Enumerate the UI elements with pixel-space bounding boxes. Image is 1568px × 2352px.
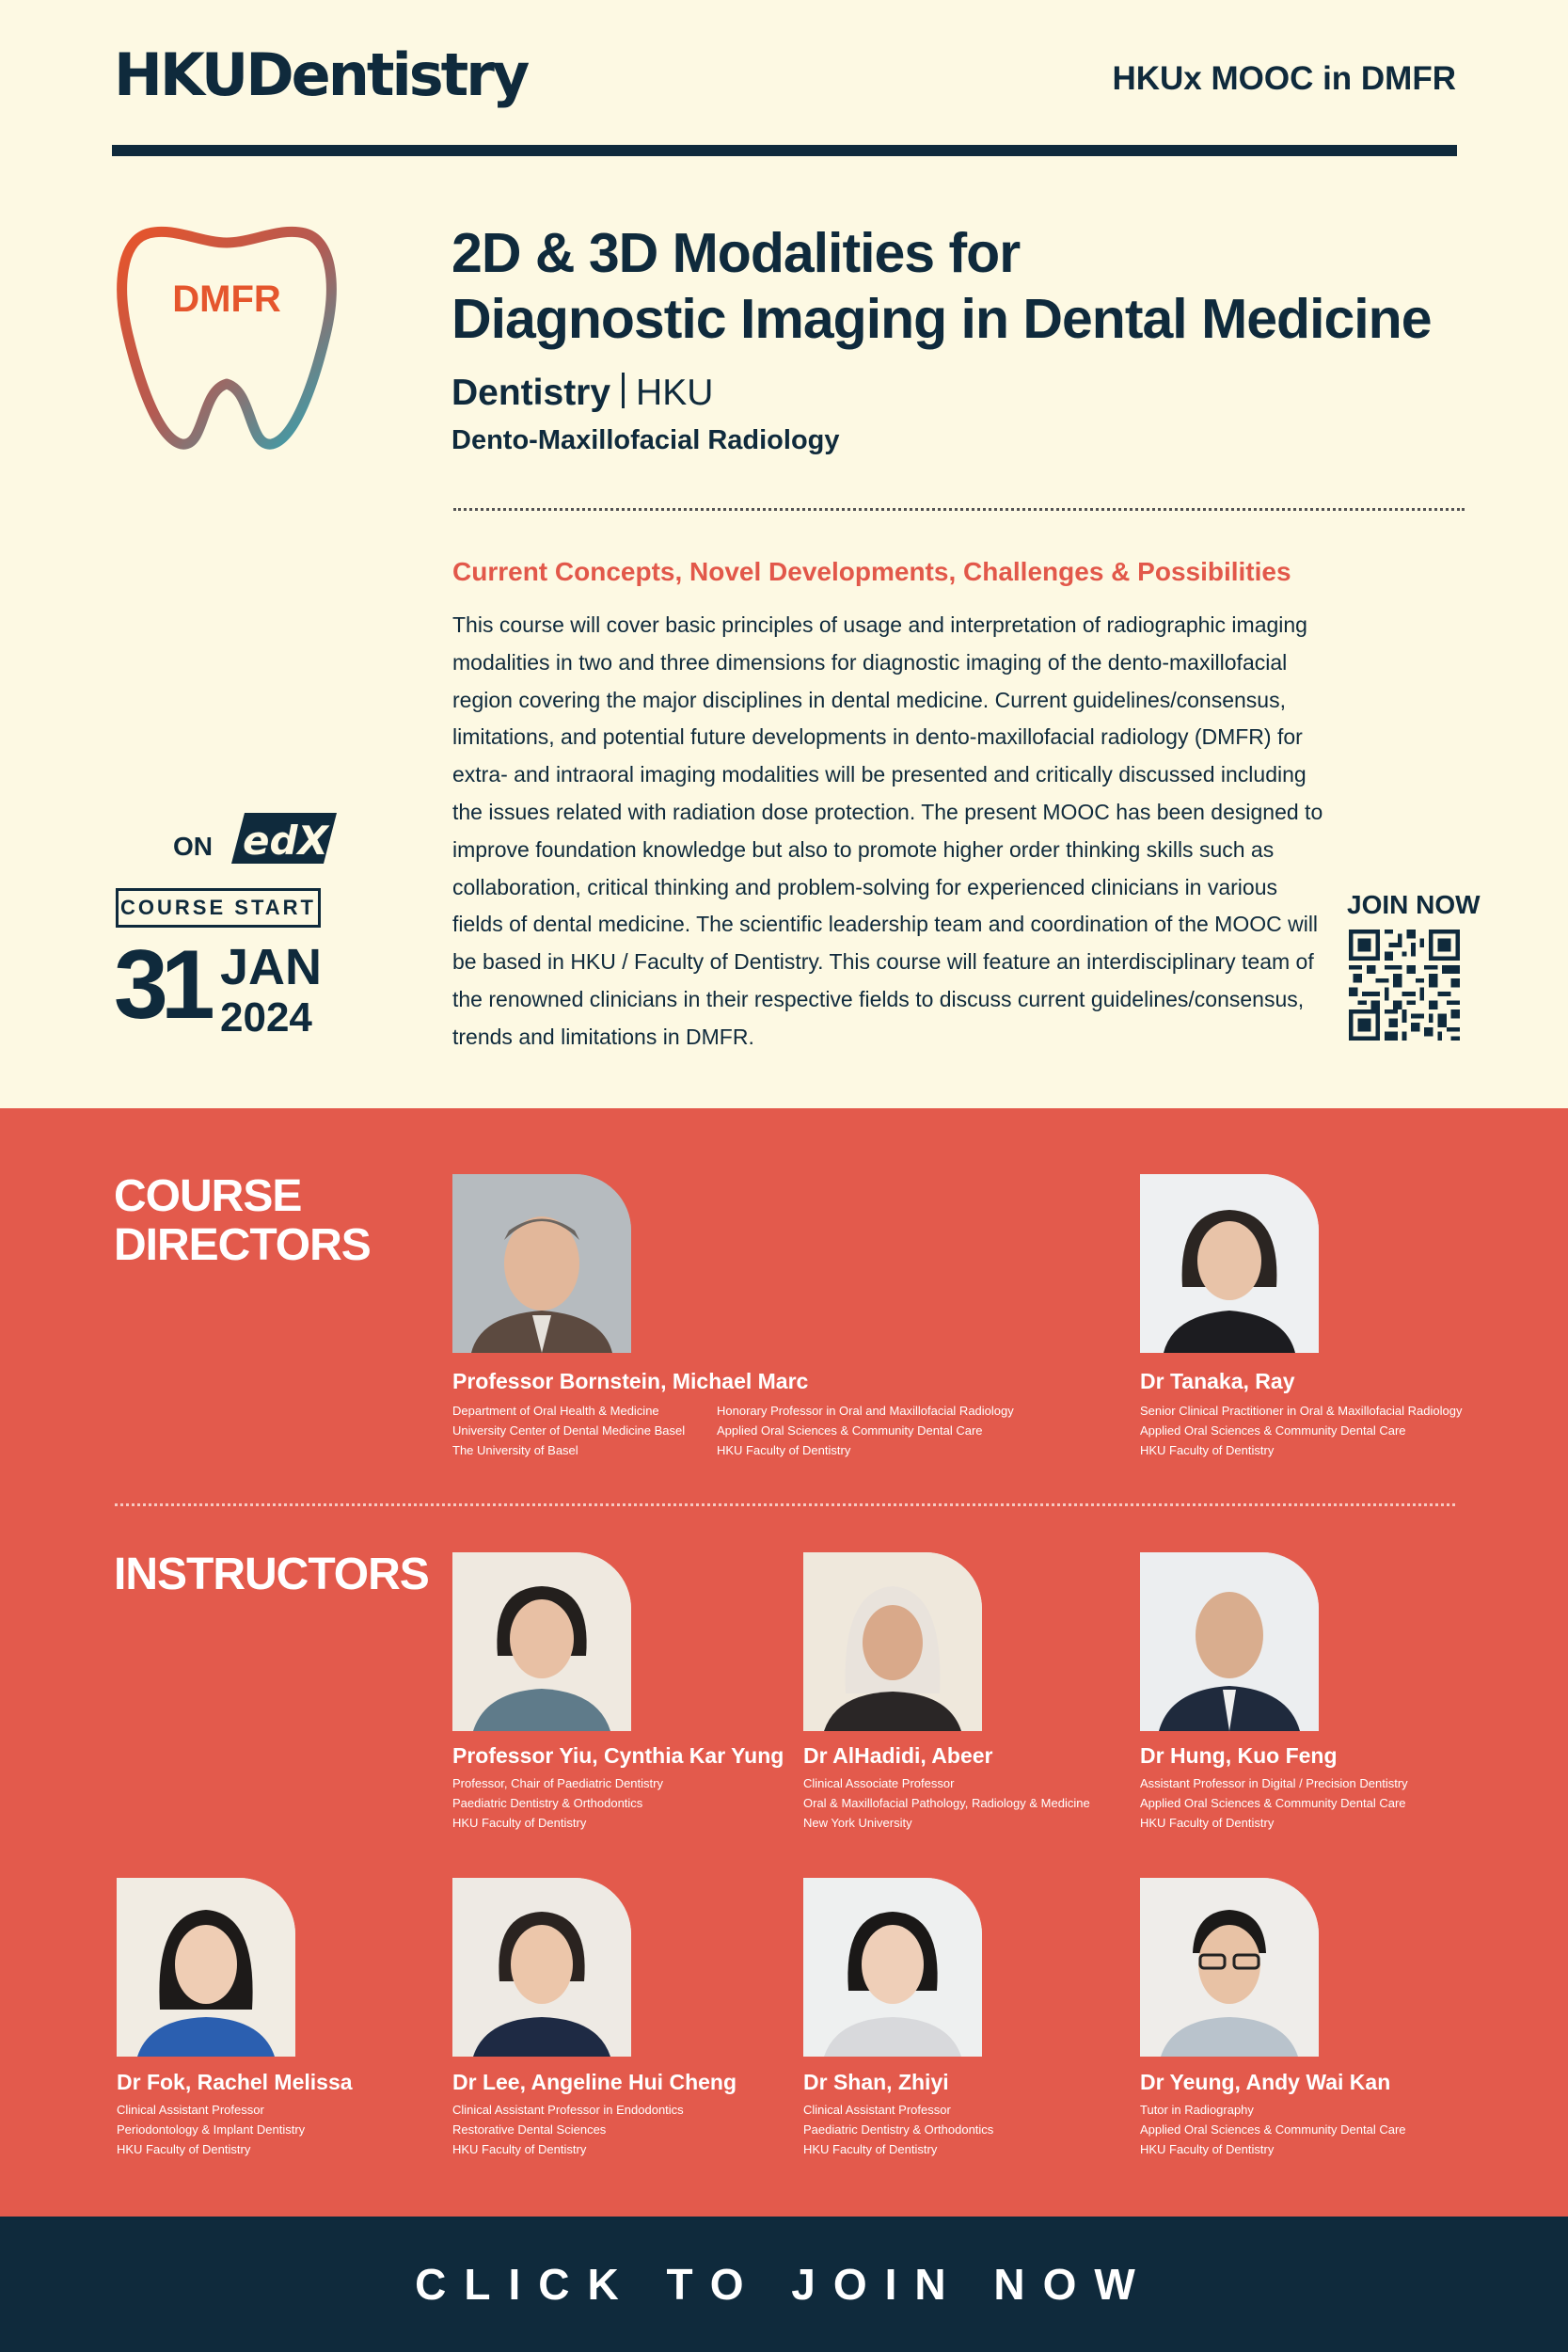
faculty-light: HKU <box>636 373 714 413</box>
affiliation-line: Periodontology & Implant Dentistry <box>117 2122 306 2137</box>
avatar <box>1140 1878 1319 2057</box>
affiliation-line: Paediatric Dentistry & Orthodontics <box>452 1796 643 1810</box>
description-line: the renowned clinicians in their respective fields to discuss current guidelines/consensus, <box>452 986 1305 1011</box>
division-label: Dento-Maxillofacial Radiology <box>451 425 840 455</box>
affiliation-line: Department of Oral Health & Medicine <box>452 1404 659 1418</box>
avatar <box>452 1878 631 2057</box>
edx-logo[interactable] <box>218 807 341 873</box>
faculty-label <box>451 373 713 414</box>
affiliation-line: HKU Faculty of Dentistry <box>1140 1443 1275 1457</box>
affiliation-line: HKU Faculty of Dentistry <box>717 1443 851 1457</box>
start-month: JAN <box>220 939 323 995</box>
mooc-tag: HKUx MOOC in DMFR <box>1112 60 1456 97</box>
description-line: extra- and intraoral imaging modalities will be presented and critically discussed including <box>452 762 1307 787</box>
affiliation-line: Applied Oral Sciences & Community Dental Care <box>717 1423 983 1438</box>
affiliation-line: Applied Oral Sciences & Community Dental Care <box>1140 1796 1406 1810</box>
description-line: trends and limitations in DMFR. <box>452 1024 754 1049</box>
affiliation-line: HKU Faculty of Dentistry <box>117 2142 251 2156</box>
faculty-section <box>0 1108 1568 2217</box>
description-line: be based in HKU / Faculty of Dentistry. This course will feature an interdisciplinary team of <box>452 949 1314 975</box>
description-line: collaboration, critical thinking and problem-solving for experienced clinicians in various <box>452 874 1277 899</box>
director-affiliation <box>1140 1401 1462 1460</box>
director-name: Dr Tanaka, Ray <box>1140 1369 1295 1393</box>
course-title <box>451 220 1505 352</box>
affiliation-line: Clinical Assistant Professor in Endodontics <box>452 2103 684 2117</box>
affiliation-line: HKU Faculty of Dentistry <box>1140 2142 1275 2156</box>
instructor-name: Dr AlHadidi, Abeer <box>803 1743 993 1768</box>
instructor-name: Dr Hung, Kuo Feng <box>1140 1743 1338 1768</box>
instructor-affiliation <box>803 2100 993 2159</box>
description-line: region covering the major disciplines in dental medicine. Current guidelines/consensus, <box>452 687 1286 712</box>
affiliation-line: HKU Faculty of Dentistry <box>1140 1816 1275 1830</box>
directors-title-line-2: DIRECTORS <box>114 1220 371 1270</box>
affiliation-line: Clinical Assistant Professor <box>803 2103 951 2117</box>
course-start-label: COURSE START <box>116 888 321 928</box>
course-headline: Current Concepts, Novel Developments, Challenges & Possibilities <box>452 557 1291 586</box>
director-affiliation <box>717 1401 1014 1460</box>
instructor-affiliation <box>452 2100 684 2159</box>
course-title-line-2: Diagnostic Imaging in Dental Medicine <box>451 288 1432 350</box>
affiliation-line: Senior Clinical Practitioner in Oral & Maxillofacial Radiology <box>1140 1404 1463 1418</box>
directors-title-line-1: COURSE <box>114 1171 302 1221</box>
course-description <box>452 607 1323 1057</box>
instructor-affiliation <box>1140 2100 1406 2159</box>
start-day: 31 <box>114 930 208 1040</box>
avatar <box>117 1878 295 2057</box>
affiliation-line: Professor, Chair of Paediatric Dentistry <box>452 1776 663 1790</box>
instructor-affiliation <box>1140 1773 1408 1833</box>
description-line: modalities in two and three dimensions for diagnostic imaging of the dento-maxillofacial <box>452 649 1288 675</box>
description-line: fields of dental medicine. The scientific leadership team and coordination of the MOOC will <box>452 912 1319 937</box>
instructors-title: INSTRUCTORS <box>114 1549 429 1599</box>
affiliation-line: HKU Faculty of Dentistry <box>803 2142 938 2156</box>
edx-text: edX <box>243 818 328 864</box>
on-label: ON <box>173 832 213 861</box>
affiliation-line: The University of Basel <box>452 1443 578 1457</box>
affiliation-line: Clinical Assistant Professor <box>117 2103 264 2117</box>
description-line: This course will cover basic principles of usage and interpretation of radiographic imaging <box>452 612 1307 637</box>
affiliation-line: University Center of Dental Medicine Basel <box>452 1423 686 1438</box>
instructor-name: Dr Yeung, Andy Wai Kan <box>1140 2070 1391 2094</box>
affiliation-line: Restorative Dental Sciences <box>452 2122 607 2137</box>
instructor-affiliation <box>803 1773 1090 1833</box>
instructor-name: Professor Yiu, Cynthia Kar Yung <box>452 1743 784 1768</box>
instructor-name: Dr Lee, Angeline Hui Cheng <box>452 2070 737 2094</box>
avatar <box>1140 1174 1319 1353</box>
hku-dentistry-logo[interactable]: HKUDentistry <box>114 40 528 109</box>
affiliation-line: Clinical Associate Professor <box>803 1776 955 1790</box>
course-title-line-1: 2D & 3D Modalities for <box>451 222 1021 284</box>
affiliation-line: Applied Oral Sciences & Community Dental Care <box>1140 2122 1406 2137</box>
affiliation-line: Assistant Professor in Digital / Precision Dentistry <box>1140 1776 1408 1790</box>
join-now-button[interactable] <box>0 2217 1568 2352</box>
join-now-button-label: CLICK TO JOIN NOW <box>415 2260 1153 2309</box>
affiliation-line: Applied Oral Sciences & Community Dental Care <box>1140 1423 1406 1438</box>
affiliation-line: New York University <box>803 1816 912 1830</box>
avatar <box>452 1174 631 1353</box>
affiliation-line: Paediatric Dentistry & Orthodontics <box>803 2122 994 2137</box>
affiliation-line: Honorary Professor in Oral and Maxillofacial Radiology <box>717 1404 1014 1418</box>
avatar <box>452 1552 631 1731</box>
description-line: improve foundation knowledge but also to promote higher order thinking skills such as <box>452 836 1275 862</box>
affiliation-line: HKU Faculty of Dentistry <box>452 2142 587 2156</box>
instructor-name: Dr Fok, Rachel Melissa <box>117 2070 353 2094</box>
dotted-divider <box>115 1503 1455 1506</box>
dmfr-badge: DMFR <box>172 278 281 320</box>
faculty-divider <box>622 373 625 408</box>
description-line: limitations, and potential future developments in dento-maxillofacial radiology (DMFR) for <box>452 724 1303 750</box>
start-year: 2024 <box>220 994 312 1041</box>
instructor-affiliation <box>117 2100 305 2159</box>
director-name: Professor Bornstein, Michael Marc <box>452 1369 809 1393</box>
instructor-affiliation <box>452 1773 663 1833</box>
affiliation-line: Oral & Maxillofacial Pathology, Radiology & Medicine <box>803 1796 1090 1810</box>
avatar <box>803 1552 982 1731</box>
faculty-bold: Dentistry <box>451 373 611 413</box>
avatar <box>1140 1552 1319 1731</box>
affiliation-line: Tutor in Radiography <box>1140 2103 1254 2117</box>
dotted-divider <box>453 508 1465 511</box>
tooth-icon <box>111 222 342 455</box>
affiliation-line: HKU Faculty of Dentistry <box>452 1816 587 1830</box>
avatar <box>803 1878 982 2057</box>
description-line: the issues related with radiation dose protection. The present MOOC has been designed to <box>452 799 1323 824</box>
header-rule <box>112 145 1457 156</box>
course-directors-title <box>114 1172 371 1270</box>
qr-code-icon[interactable] <box>1349 930 1460 1041</box>
instructor-name: Dr Shan, Zhiyi <box>803 2070 949 2094</box>
course-header-section <box>0 0 1568 1108</box>
join-now-label: JOIN NOW <box>1347 890 1481 919</box>
director-affiliation <box>452 1401 685 1460</box>
